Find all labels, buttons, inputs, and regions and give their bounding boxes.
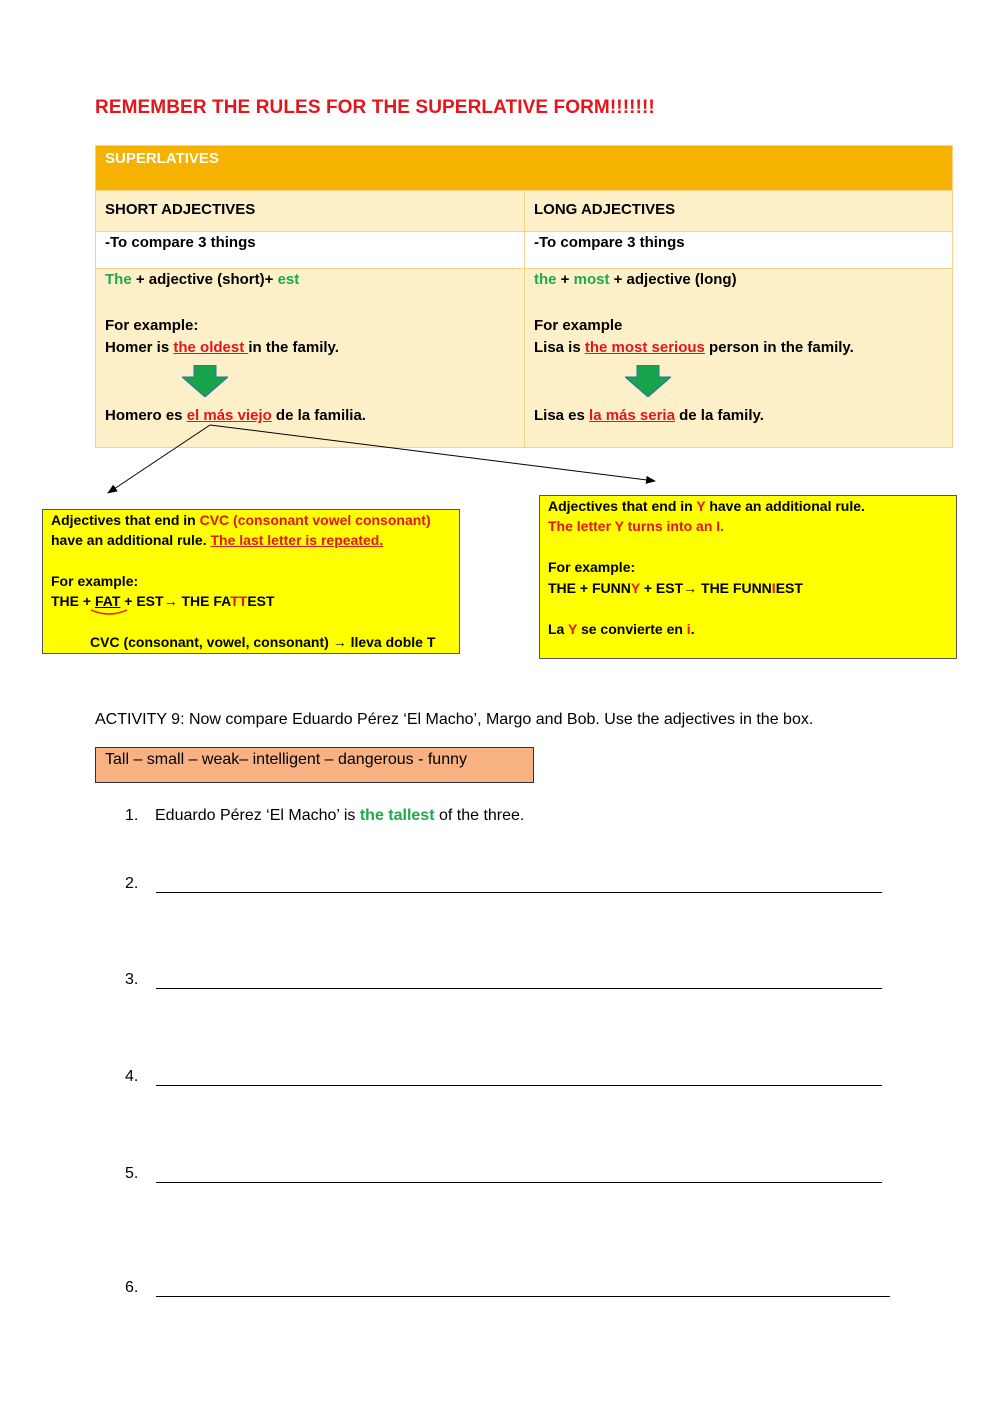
- arrow-to-cvc-box: [108, 425, 210, 493]
- long-compare: -To compare 3 things: [525, 232, 953, 269]
- list-item-1: 1. Eduardo Pérez ‘El Macho’ is the tallest of the three.: [125, 807, 525, 824]
- answer-line-2[interactable]: [156, 892, 882, 893]
- y-rule-box: [539, 495, 957, 659]
- short-example-label: For example:: [105, 317, 199, 334]
- cvc-line-2: have an additional rule. The last letter is repeated.: [51, 532, 384, 548]
- page-title: REMEMBER THE RULES FOR THE SUPERLATIVE FORM!!!!!!!: [95, 97, 655, 118]
- cvc-bracket-mark: [89, 608, 129, 618]
- cvc-line-1: Adjectives that end in CVC (consonant vowel consonant): [51, 512, 431, 528]
- answer-line-6[interactable]: [156, 1296, 890, 1297]
- long-example-label: For example: [534, 317, 623, 334]
- long-formula: the + most + adjective (long): [534, 271, 737, 288]
- short-compare: -To compare 3 things: [96, 232, 525, 269]
- long-translation: Lisa es la más seria de la family.: [534, 407, 764, 424]
- word-box: Tall – small – weak– intelligent – dangerous - funny: [95, 747, 534, 783]
- answer-line-4[interactable]: [156, 1085, 882, 1086]
- short-formula: The + adjective (short)+ est: [105, 271, 300, 288]
- y-example: THE + FUNNY + EST→ THE FUNNIEST: [548, 580, 803, 596]
- cvc-rule-box: [42, 509, 460, 654]
- answer-line-3[interactable]: [156, 988, 882, 989]
- arrow-to-y-box: [210, 425, 655, 481]
- arrow-right-icon: →: [163, 593, 178, 609]
- arrow-right-icon: →: [683, 580, 698, 596]
- cvc-example-label: For example:: [51, 573, 139, 589]
- short-adjectives-heading: SHORT ADJECTIVES: [96, 191, 525, 232]
- long-example: Lisa is the most serious person in the family.: [534, 339, 854, 356]
- table-header: SUPERLATIVES: [96, 146, 953, 191]
- cvc-example: THE + FAT + EST→ THE FATTEST: [51, 593, 275, 609]
- cvc-note: CVC (consonant, vowel, consonant) → lleva doble T: [90, 634, 436, 650]
- y-spanish-note: La Y se convierte en i.: [548, 621, 695, 637]
- activity-instruction: ACTIVITY 9: Now compare Eduardo Pérez ‘El Macho’, Margo and Bob. Use the adjectives in the box.: [95, 711, 814, 728]
- y-line-2: The letter Y turns into an I.: [548, 518, 725, 534]
- arrow-right-icon: →: [332, 634, 347, 650]
- y-example-label: For example:: [548, 559, 636, 575]
- y-line-1: Adjectives that end in Y have an additional rule.: [548, 498, 865, 514]
- short-example: Homer is the oldest in the family.: [105, 339, 339, 356]
- long-adjectives-heading: LONG ADJECTIVES: [525, 191, 953, 232]
- connector-arrows: [0, 0, 1000, 520]
- answer-line-5[interactable]: [156, 1182, 882, 1183]
- short-translation: Homero es el más viejo de la familia.: [105, 407, 366, 424]
